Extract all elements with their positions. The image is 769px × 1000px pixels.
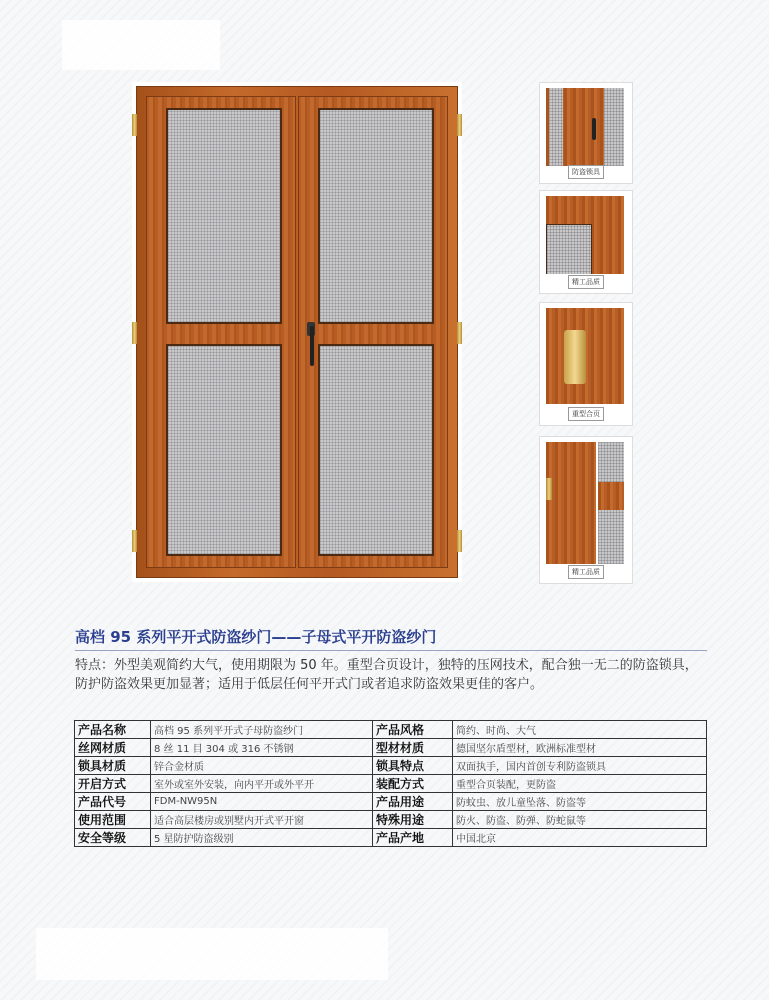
- hinge-icon: [457, 322, 462, 344]
- spec-value: 防火、防盗、防弹、防蛇鼠等: [453, 811, 707, 829]
- spec-value: 室外或室外安装，向内平开或外平开: [151, 775, 373, 793]
- spec-key: 产品产地: [373, 829, 453, 847]
- spec-key: 锁具材质: [75, 757, 151, 775]
- hinge-icon: [132, 530, 137, 552]
- lock-detail-image: [546, 88, 624, 166]
- thumbnail-hinge: [539, 302, 633, 426]
- frame-detail-image: [546, 442, 624, 564]
- spec-key: 安全等级: [75, 829, 151, 847]
- mesh-panel: [318, 108, 434, 324]
- spec-key: 开启方式: [75, 775, 151, 793]
- hinge-icon: [132, 322, 137, 344]
- main-door-image: [132, 82, 462, 582]
- spec-key: 特殊用途: [373, 811, 453, 829]
- spec-key: 型材材质: [373, 739, 453, 757]
- door-leaf-right: [298, 96, 448, 568]
- spec-value: 5 星防护防盗级别: [151, 829, 373, 847]
- door-handle: [310, 326, 314, 366]
- mesh-panel: [166, 108, 282, 324]
- table-row: [75, 829, 707, 847]
- spec-value: 重型合页装配，更防盗: [453, 775, 707, 793]
- hinge-icon: [457, 114, 462, 136]
- spec-key: 使用范围: [75, 811, 151, 829]
- mesh-panel: [318, 344, 434, 556]
- spec-value: 双面执手，国内首创专利防盗锁具: [453, 757, 707, 775]
- spec-key: 产品风格: [373, 721, 453, 739]
- mesh-panel: [166, 344, 282, 556]
- faded-header-block: [62, 20, 220, 70]
- spec-value: 8 丝 11 目 304 或 316 不锈钢: [151, 739, 373, 757]
- spec-key: 装配方式: [373, 775, 453, 793]
- spec-key: 丝网材质: [75, 739, 151, 757]
- thumbnail-lock: [539, 82, 633, 184]
- spec-key: 产品名称: [75, 721, 151, 739]
- thumbnail-caption: 精工品质: [568, 565, 604, 579]
- spec-value: 德国坚尔盾型材，欧洲标准型材: [453, 739, 707, 757]
- spec-key: 锁具特点: [373, 757, 453, 775]
- spec-key: 产品用途: [373, 793, 453, 811]
- spec-value: 中国北京: [453, 829, 707, 847]
- faded-footer-block: [36, 928, 388, 980]
- door-frame: [136, 86, 458, 578]
- spec-value: 适合高层楼房或别墅内开式平开窗: [151, 811, 373, 829]
- spec-key: 产品代号: [75, 793, 151, 811]
- door-leaf-left: [146, 96, 296, 568]
- product-description: 特点：外型美观简约大气，使用期限为 50 年。重型合页设计，独特的压网技术，配合独一无二的防盗锁具，防护防盗效果更加显著；适用于低层任何平开式门或者追求防盗效果更佳的客户。: [75, 658, 698, 692]
- thumbnail-caption: 精工品质: [568, 275, 604, 289]
- table-row: [75, 793, 707, 811]
- table-row: [75, 721, 707, 739]
- hinge-detail-image: [546, 308, 624, 404]
- spec-value: 高档 95 系列平开式子母防盗纱门: [151, 721, 373, 739]
- table-row: [75, 739, 707, 757]
- thumbnail-quality-2: [539, 436, 633, 584]
- spec-value: 锌合金材质: [151, 757, 373, 775]
- hinge-icon: [457, 530, 462, 552]
- spec-value: 简约、时尚、大气: [453, 721, 707, 739]
- spec-value: 防蚊虫、放儿童坠落、防盗等: [453, 793, 707, 811]
- corner-detail-image: [546, 196, 624, 274]
- spec-value: FDM-NW95N: [151, 793, 373, 811]
- table-row: [75, 775, 707, 793]
- table-row: [75, 757, 707, 775]
- thumbnail-caption: 防盗锁具: [568, 165, 604, 179]
- product-title: 高档 95 系列平开式防盗纱门——子母式平开防盗纱门: [75, 628, 437, 646]
- spec-table: [74, 720, 707, 847]
- title-divider: [75, 650, 707, 651]
- thumbnail-quality: [539, 190, 633, 294]
- thumbnail-caption: 重型合页: [568, 407, 604, 421]
- table-row: [75, 811, 707, 829]
- hinge-icon: [132, 114, 137, 136]
